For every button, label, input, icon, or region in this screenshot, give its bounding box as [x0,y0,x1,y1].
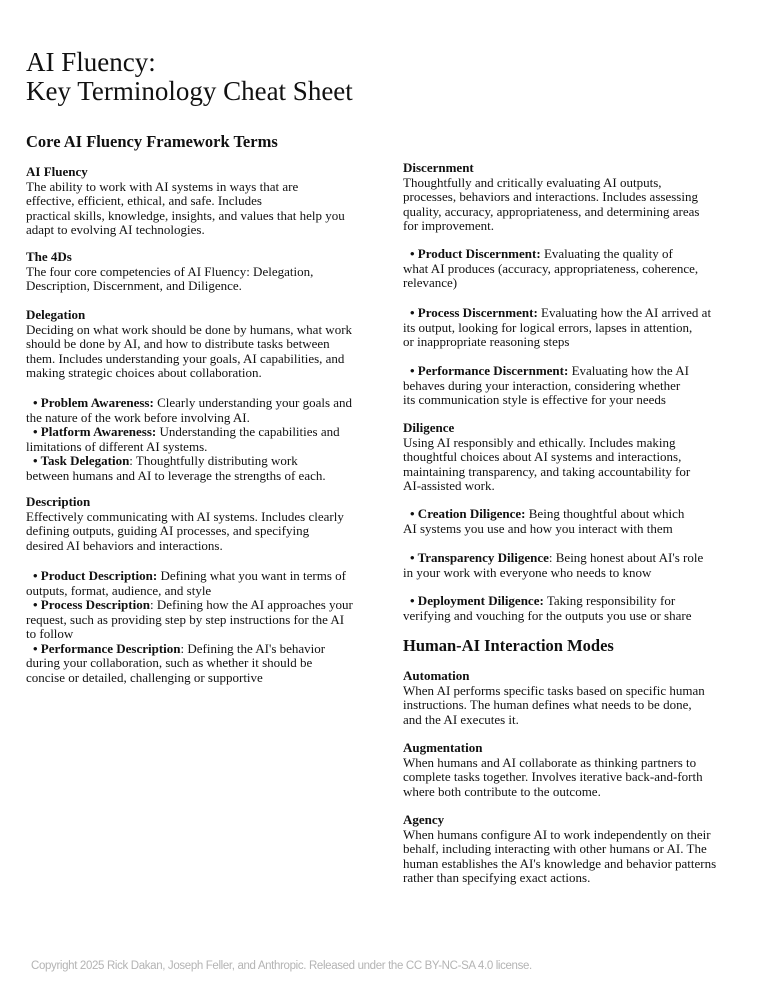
term-heading: AI Fluency [26,164,88,179]
definition-line: quality, accuracy, appropriateness, and determining areas [403,203,700,219]
term-heading: Delegation [26,307,86,322]
bullet-term: • Deployment Diligence: [410,593,544,608]
bullet-text: : Being honest about AI's role [548,550,704,565]
bullet-continuation-line: to follow [26,626,74,641]
definition-line: behalf, including interacting with other humans or AI. The [403,841,707,856]
bullet-continuation-line: relevance) [403,275,458,290]
definition-line: Effectively communicating with AI systems. Includes clearly [26,508,344,524]
bullet-continuation-line: outputs, format, audience, and style [26,582,212,598]
bullet-continuation-line: in your work with everyone who needs to know [403,564,652,580]
term-definition [403,813,716,886]
definition-line: maintaining transparency, and taking accountability for [403,463,691,479]
term-bullet-list [26,396,352,483]
bullet-term: • Platform Awareness: [33,424,157,439]
bullet-item [403,507,684,522]
bullet-text: Clearly understanding your goals and [153,395,353,410]
definition-line: adapt to evolving AI technologies. [26,222,205,237]
term-heading: Augmentation [403,740,483,755]
bullet-term: • Process Description [33,597,150,612]
bullet-item [26,642,353,657]
bullet-continuation-line: limitations of different AI systems. [26,438,208,454]
bullet-continuation-line: during your collaboration, such as whether it should be [26,655,313,670]
definition-line: human establishes the AI's knowledge and behavior patterns [403,855,717,871]
page-title-line-1: AI Fluency: [26,47,156,77]
bullet-continuation-line: its communication style is effective for your needs [403,392,666,407]
term-heading: Discernment [403,160,474,175]
definition-line: AI-assisted work. [403,478,495,493]
bullet-continuation-line: concise or detailed, challenging or supportive [26,669,263,685]
term-definition [26,495,344,553]
bullet-term: • Performance Discernment: [410,363,569,378]
definition-line: processes, behaviors and interactions. Includes assessing [403,189,698,204]
term-bullet-list [26,569,353,685]
bullet-term: • Performance Description [33,640,181,656]
definition-line: should be done by AI, and how to distribute tasks between [26,336,330,351]
bullet-text: Taking responsibility for [543,593,676,608]
bullet-text: : Defining the AI's behavior [180,640,326,656]
bullet-term: • Process Discernment: [410,305,538,320]
bullet-text: Evaluating the quality of [540,246,673,261]
definition-line: When humans and AI collaborate as thinking partners to [403,754,697,770]
bullet-continuation-line: its output, looking for logical errors, lapses in attention, [403,319,693,335]
definition-line: Description, Discernment, and Diligence. [26,278,242,293]
term-bullet-list [403,507,684,536]
definition-line: instructions. The human defines what needs to be done, [403,697,692,712]
bullet-term: • Product Description: [33,568,158,583]
bullet-text: Being thoughtful about which [525,506,685,521]
section-heading-core-terms: Core AI Fluency Framework Terms [26,132,278,151]
definition-line: rather than specifying exact actions. [403,870,591,885]
term-definition [403,421,690,494]
definition-line: defining outputs, guiding AI processes, and specifying [26,523,310,538]
bullet-continuation-line: or inappropriate reasoning steps [403,334,570,349]
bullet-term: • Task Delegation [33,453,130,468]
term-definition [26,250,313,294]
bullet-term: • Problem Awareness: [33,395,154,410]
bullet-item [26,396,352,411]
term-bullet-list [403,551,703,580]
definition-line: making strategic choices about collaboration. [26,365,262,380]
definition-line: Thoughtfully and critically evaluating AI outputs, [403,174,662,190]
term-heading: Automation [403,668,470,683]
term-heading: The 4Ds [26,249,72,264]
bullet-text: : Defining how the AI approaches your [149,597,353,612]
term-definition [403,741,703,799]
section-heading-interaction-modes: Human-AI Interaction Modes [403,636,614,655]
bullet-item [26,454,352,469]
term-definition [26,308,352,381]
copyright-footer: Copyright 2025 Rick Dakan, Joseph Feller, and Anthropic. Released under the CC BY-NC-SA 4.0 license. [31,960,532,972]
term-heading: Diligence [403,420,455,435]
definition-line: The four core competencies of AI Fluency: Delegation, [26,263,314,279]
bullet-term: • Product Discernment: [410,246,541,261]
bullet-item [403,306,711,321]
bullet-item [26,569,353,584]
bullet-item [403,594,691,609]
definition-line: When humans configure AI to work independently on their [403,826,711,842]
definition-line: and the AI executes it. [403,711,519,727]
bullet-text: Understanding the capabilities and [156,424,340,439]
definition-line: where both contribute to the outcome. [403,783,601,799]
bullet-continuation-line: AI systems you use and how you interact with them [403,520,673,536]
term-bullet-list [403,364,689,408]
bullet-item [403,551,703,566]
bullet-item [26,598,353,613]
definition-line: practical skills, knowledge, insights, and values that help you [26,207,345,223]
definition-line: The ability to work with AI systems in ways that are [26,178,299,194]
term-bullet-list [403,594,691,623]
bullet-continuation-line: request, such as providing step by step instructions for the AI [26,611,345,627]
bullet-text: Evaluating how the AI arrived at [537,305,712,320]
page-title-line-2: Key Terminology Cheat Sheet [26,76,353,106]
bullet-text: : Thoughtfully distributing work [129,453,298,468]
definition-line: them. Includes understanding your goals, AI capabilities, and [26,350,345,366]
bullet-continuation-line: behaves during your interaction, considering whether [403,377,681,393]
term-definition [403,161,699,234]
term-bullet-list [403,247,698,291]
term-heading: Description [26,494,91,509]
bullet-continuation-line: between humans and AI to leverage the strengths of each. [26,467,326,483]
bullet-term: • Creation Diligence: [410,506,526,521]
bullet-text: Defining what you want in terms of [157,568,347,583]
definition-line: for improvement. [403,218,494,233]
bullet-continuation-line: verifying and vouching for the outputs you use or share [403,607,692,623]
term-definition [26,165,345,238]
bullet-item [403,364,689,379]
definition-line: complete tasks together. Involves iterative back-and-forth [403,769,703,784]
definition-line: thoughtful choices about AI systems and interactions, [403,449,682,464]
definition-line: When AI performs specific tasks based on specific human [403,682,705,698]
bullet-item [403,247,698,262]
term-definition [403,669,705,727]
bullet-continuation-line: the nature of the work before involving AI. [26,409,250,425]
definition-line: desired AI behaviors and interactions. [26,537,223,553]
term-heading: Agency [403,812,445,827]
bullet-continuation-line: what AI produces (accuracy, appropriateness, coherence, [403,260,699,276]
term-bullet-list [403,306,711,350]
definition-line: Deciding on what work should be done by humans, what work [26,321,353,337]
definition-line: Using AI responsibly and ethically. Includes making [403,434,676,450]
bullet-item [26,425,352,440]
bullet-text: Evaluating how the AI [568,363,689,378]
definition-line: effective, efficient, ethical, and safe. Includes [26,193,262,208]
bullet-term: • Transparency Diligence [410,550,549,565]
